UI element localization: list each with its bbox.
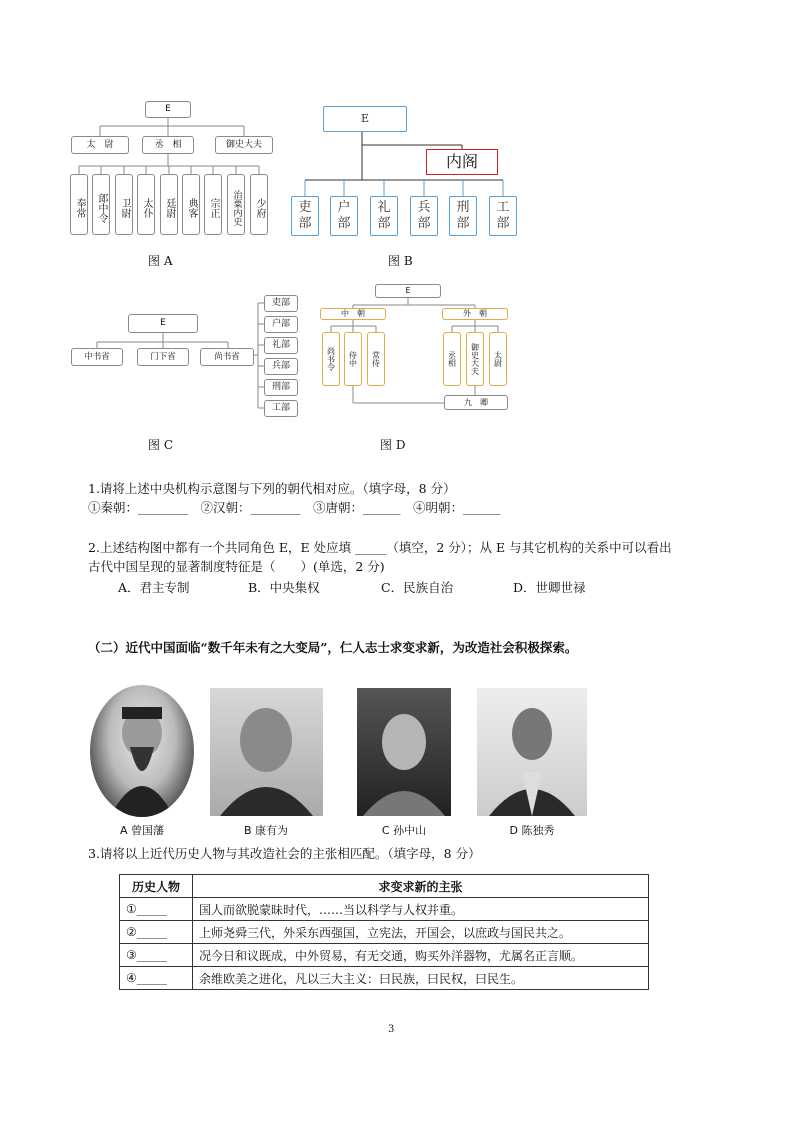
table-header: 历史人物 <box>120 875 193 898</box>
fig-a-row3-box: 少府 <box>250 174 268 235</box>
table-cell-person[interactable]: ③_____ <box>120 944 193 967</box>
section-2-heading: （二）近代中国面临“数千年未有之大变局”，仁人志士求变求新，为改造社会积极探索。 <box>88 640 578 655</box>
fig-a-row2-box: 丞 相 <box>142 136 194 154</box>
fig-c-side-box: 礼部 <box>264 337 298 354</box>
fig-d-bottom-box: 九 卿 <box>444 395 508 410</box>
fig-b-side-box: 内阁 <box>426 149 498 175</box>
person-icon <box>477 688 587 816</box>
fig-a-row3-box: 郎中令 <box>92 174 110 235</box>
fig-c-side-box: 吏部 <box>264 295 298 312</box>
fig-a-row3-box: 廷尉 <box>160 174 178 235</box>
portrait-zeng-guofan <box>90 685 194 817</box>
option-b: B．中央集权 <box>248 580 320 595</box>
fig-b-row-box: 刑部 <box>449 196 477 236</box>
fig-b-row-box: 兵部 <box>410 196 438 236</box>
fig-d-outer-item: 御史大夫 <box>466 332 484 386</box>
matching-table <box>119 874 649 990</box>
fig-d-caption: 图 D <box>380 438 406 452</box>
photo-caption-c: C 孙中山 <box>381 824 427 837</box>
table-cell-person[interactable]: ①_____ <box>120 898 193 921</box>
table-cell-claim: 上师尧舜三代，外采东西强国，立宪法，开国会，以庶政与国民共之。 <box>193 921 649 944</box>
fig-c-side-box: 户部 <box>264 316 298 333</box>
photo-caption-b: B 康有为 <box>243 824 289 837</box>
fig-a-row3-box: 太仆 <box>137 174 155 235</box>
fig-d-inner-box: 中 朝 <box>320 308 386 320</box>
question-2-line2: 古代中国呈现的显著制度特征是（ ）(单选，2 分) <box>88 559 385 574</box>
person-icon <box>357 688 451 816</box>
person-icon <box>90 685 194 817</box>
fig-a-caption: 图 A <box>148 254 173 268</box>
fig-a-row3-box: 奉常 <box>70 174 88 235</box>
portrait-sun-yat-sen <box>357 688 451 816</box>
table-row <box>120 967 649 990</box>
portrait-chen-duxiu <box>477 688 587 816</box>
fig-b-row-box: 工部 <box>489 196 517 236</box>
table-header-row <box>120 875 649 898</box>
table-cell-claim: 国人而欲脱蒙昧时代，……当以科学与人权并重。 <box>193 898 649 921</box>
fig-d-top-box: E <box>375 284 441 298</box>
fig-c-side-box: 工部 <box>264 400 298 417</box>
fig-a-row3-box: 卫尉 <box>115 174 133 235</box>
fig-a-row3-box: 宗正 <box>204 174 222 235</box>
fig-b-top-box: E <box>323 106 407 132</box>
photo-caption-d: D 陈独秀 <box>509 824 555 837</box>
fig-d-inner-item: 尚书令 <box>322 332 340 386</box>
table-row <box>120 944 649 967</box>
photo-caption-a: A 曾国藩 <box>119 824 165 837</box>
fig-b-row-box: 户部 <box>330 196 358 236</box>
page-number: 3 <box>388 1024 395 1035</box>
fig-d-inner-item: 常侍 <box>367 332 385 386</box>
table-cell-person[interactable]: ④_____ <box>120 967 193 990</box>
table-header: 求变求新的主张 <box>193 875 649 898</box>
table-cell-person[interactable]: ②_____ <box>120 921 193 944</box>
fig-c-row-box: 尚书省 <box>200 348 254 366</box>
fig-c-caption: 图 C <box>148 438 173 452</box>
question-2-line1: 2.上述结构图中都有一个共同角色 E，E 处应填 _____（填空，2 分）；从 E 与其它机构的关系中可以看出 <box>88 540 672 555</box>
fig-d-inner-item: 侍中 <box>344 332 362 386</box>
fig-b-row-box: 礼部 <box>370 196 398 236</box>
fig-d-outer-item: 太尉 <box>489 332 507 386</box>
fig-b-row-box: 吏部 <box>291 196 319 236</box>
table-row <box>120 898 649 921</box>
fig-c-top-box: E <box>128 314 198 333</box>
portrait-kang-youwei <box>210 688 323 816</box>
fig-d-outer-box: 外 朝 <box>442 308 508 320</box>
fig-c-row-box: 中书省 <box>71 348 123 366</box>
person-icon <box>210 688 323 816</box>
question-1-line2: ①秦朝：________ ②汉朝：________ ③唐朝：______ ④明朝：______ <box>88 500 501 515</box>
table-cell-claim: 况今日和议既成，中外贸易，有无交通，购买外洋器物，尤属名正言顺。 <box>193 944 649 967</box>
option-c: C．民族自治 <box>381 580 454 595</box>
fig-d-outer-item: 丞相 <box>443 332 461 386</box>
option-d: D．世卿世禄 <box>513 580 586 595</box>
fig-a-row2-box: 太 尉 <box>71 136 129 154</box>
fig-c-row-box: 门下省 <box>137 348 189 366</box>
fig-c-side-box: 兵部 <box>264 358 298 375</box>
fig-c-side-box: 刑部 <box>264 379 298 396</box>
question-3: 3.请将以上近代历史人物与其改造社会的主张相匹配。（填字母，8 分） <box>88 846 481 861</box>
table-row <box>120 921 649 944</box>
fig-a-row2-box: 御史大夫 <box>215 136 273 154</box>
table-cell-claim: 余维欧美之进化，凡以三大主义：曰民族，曰民权，曰民生。 <box>193 967 649 990</box>
fig-a-row3-box: 治粟内史 <box>227 174 245 235</box>
option-a: A．君主专制 <box>118 580 190 595</box>
question-1-line1: 1.请将上述中央机构示意图与下列的朝代相对应。（填字母，8 分） <box>88 481 456 496</box>
fig-a-row3-box: 典客 <box>182 174 200 235</box>
fig-b-caption: 图 B <box>388 254 413 268</box>
fig-a-top-box: E <box>145 101 191 118</box>
